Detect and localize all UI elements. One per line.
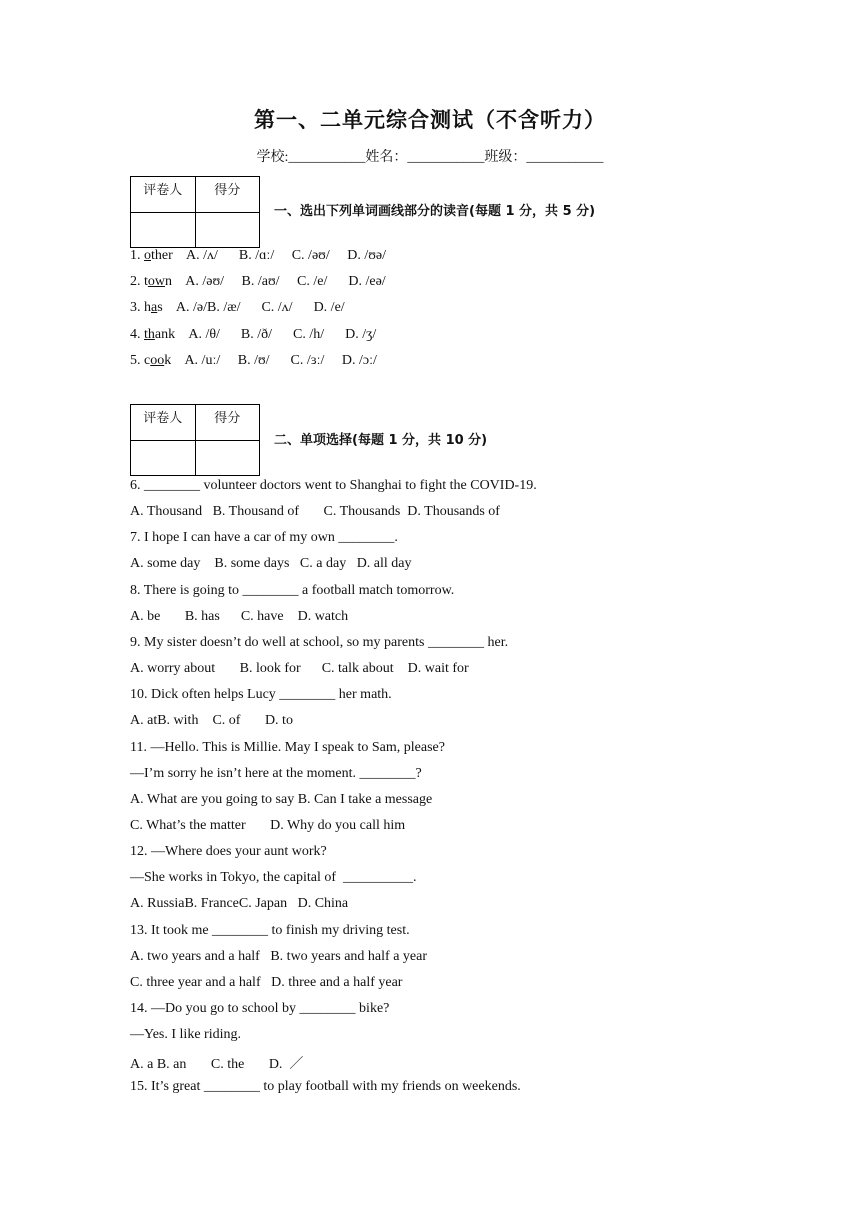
- score-label: 得分: [195, 177, 260, 213]
- answer-options: A. /ə/B. /æ/ C. /ʌ/ D. /e/: [162, 300, 345, 316]
- section1-heading: 一、选出下列单词画线部分的读音(每题 1 分，共 5 分): [274, 204, 596, 219]
- word-prefix: c: [144, 352, 151, 368]
- question-number: 4.: [130, 326, 144, 342]
- answer-options: A. worry about B. look for C. talk about D. wait for: [130, 661, 469, 677]
- question-number: 3.: [130, 300, 144, 316]
- answer-options: C. What’s the matter D. Why do you call him: [130, 817, 406, 833]
- word-underlined: oo: [150, 352, 165, 368]
- word-suffix: n: [165, 274, 173, 290]
- question-line: 8. There is going to ________ a football match tomorrow.: [130, 582, 455, 598]
- question-line: 13. It took me ________ to finish my driving test.: [130, 922, 410, 938]
- question-line: 6. ________ volunteer doctors went to Shanghai to fight the COVID-19.: [130, 478, 537, 493]
- answer-options: A. two years and a half B. two years and half a year: [130, 948, 428, 964]
- answer-options: A. What are you going to say B. Can I take a message: [130, 791, 433, 807]
- question-number: 5.: [130, 352, 144, 368]
- question-line: 10. Dick often helps Lucy ________ her math.: [130, 687, 392, 703]
- word-suffix: ther: [151, 248, 173, 263]
- word-underlined: a: [151, 300, 158, 316]
- question-line: —Yes. I like riding.: [130, 1027, 241, 1043]
- question-line: 11. —Hello. This is Millie. May I speak to Sam, please?: [130, 739, 445, 755]
- grader-label: 评卷人: [131, 177, 196, 213]
- question-line: [130, 353, 377, 369]
- score-box-section1: [130, 176, 260, 248]
- student-info-line: 学校:___________姓名：___________班级：___________: [256, 150, 604, 165]
- grader-cell[interactable]: [131, 440, 196, 476]
- answer-options: A. /uː/ B. /ʊ/ C. /ɜː/ D. /ɔː/: [171, 352, 377, 368]
- score-label: 得分: [195, 405, 260, 441]
- score-cell[interactable]: [195, 440, 260, 476]
- word-underlined: th: [144, 326, 155, 342]
- grader-cell[interactable]: [131, 212, 196, 248]
- grader-label: 评卷人: [131, 405, 196, 441]
- question-line: —She works in Tokyo, the capital of __________.: [130, 870, 417, 886]
- score-cell[interactable]: [195, 212, 260, 248]
- answer-options: A. /θ/ B. /ð/ C. /h/ D. /ʒ/: [175, 326, 377, 342]
- question-line: [130, 274, 386, 290]
- question-line: 15. It’s great ________ to play football with my friends on weekends.: [130, 1079, 521, 1095]
- question-number: 1.: [130, 248, 144, 263]
- answer-options: A. RussiaB. FranceC. Japan D. China: [130, 896, 349, 912]
- page-title: 第一、二单元综合测试（不含听力）: [254, 108, 606, 132]
- word-underlined: ow: [147, 274, 166, 290]
- question-line: —I’m sorry he isn’t here at the moment. ________?: [130, 765, 422, 781]
- answer-options: C. three year and a half D. three and a half year: [130, 974, 403, 990]
- answer-options: A. some day B. some days C. a day D. all day: [130, 556, 412, 572]
- question-line: [130, 300, 345, 316]
- answer-options: A. atB. with C. of D. to: [130, 713, 293, 729]
- answer-options: A. Thousand B. Thousand of C. Thousands D. Thousands of: [130, 504, 500, 520]
- answer-options: A. /ʌ/ B. /ɑː/ C. /əʊ/ D. /ʊə/: [172, 248, 387, 263]
- answer-options: A. /əʊ/ B. /aʊ/ C. /e/ D. /eə/: [172, 274, 386, 290]
- answer-options: A. a B. an C. the D. ／: [130, 1057, 304, 1073]
- word-prefix: h: [144, 300, 151, 316]
- word-suffix: s: [157, 300, 163, 316]
- word-prefix: t: [144, 274, 148, 290]
- word-underlined: o: [144, 248, 151, 263]
- question-line: 9. My sister doesn’t do well at school, so my parents ________ her.: [130, 634, 509, 650]
- question-number: 2.: [130, 274, 144, 290]
- question-line: 12. —Where does your aunt work?: [130, 844, 327, 860]
- question-line: 14. —Do you go to school by ________ bike?: [130, 1001, 390, 1016]
- section2-heading: 二、单项选择(每题 1 分，共 10 分): [274, 433, 488, 448]
- word-suffix: k: [164, 352, 172, 368]
- answer-options: A. be B. has C. have D. watch: [130, 608, 349, 624]
- question-line: [130, 327, 376, 343]
- score-box-section2: [130, 404, 260, 476]
- word-suffix: ank: [154, 326, 176, 342]
- question-line: 7. I hope I can have a car of my own ________.: [130, 530, 398, 546]
- question-line: [130, 248, 386, 264]
